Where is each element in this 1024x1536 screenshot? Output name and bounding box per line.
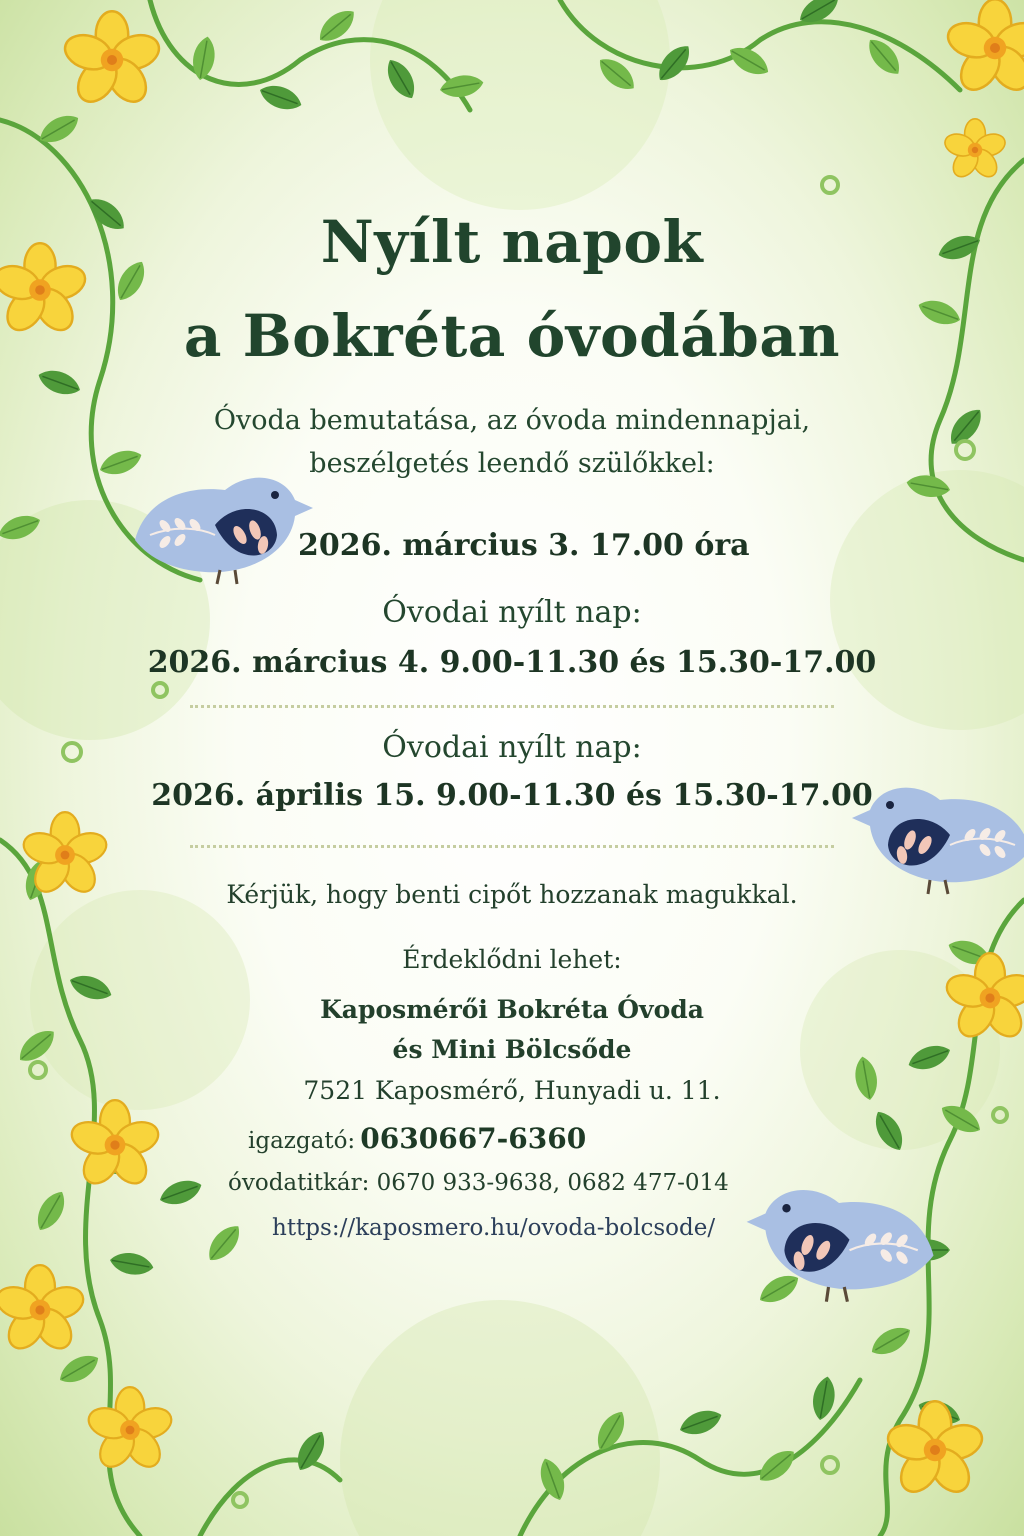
event-2-label: Óvodai nyílt nap: — [382, 595, 642, 630]
secretary-label: óvodatitkár: — [228, 1170, 370, 1196]
director-label: igazgató: — [248, 1128, 356, 1154]
website-link[interactable]: https://kaposmero.hu/ovoda-bolcsode/ — [272, 1215, 716, 1241]
shoe-notice: Kérjük, hogy benti cipőt hozzanak magukkal. — [226, 880, 798, 909]
event-1-date: 2026. március 3. 17.00 óra — [298, 528, 750, 563]
secretary-phones: 0670 933-9638, 0682 477-014 — [376, 1170, 729, 1196]
event-3-label: Óvodai nyílt nap: — [382, 730, 642, 765]
address: 7521 Kaposmérő, Hunyadi u. 11. — [303, 1076, 721, 1105]
org-name-line-2: és Mini Bölcsőde — [392, 1035, 632, 1064]
event-2-date: 2026. március 4. 9.00-11.30 és 15.30-17.00 — [147, 645, 877, 680]
secretary-row — [228, 1170, 729, 1196]
divider — [190, 845, 834, 848]
director-phone: 0630667-6360 — [360, 1122, 587, 1155]
divider — [190, 705, 834, 708]
org-name-line-1: Kaposmérői Bokréta Óvoda — [320, 995, 704, 1024]
event-3-date: 2026. április 15. 9.00-11.30 és 15.30-17.00 — [151, 778, 873, 813]
director-row — [248, 1122, 586, 1155]
contact-heading: Érdeklődni lehet: — [402, 945, 622, 974]
intro-line-1: Óvoda bemutatása, az óvoda mindennapjai, — [213, 405, 811, 436]
title-line-1: Nyílt napok — [320, 208, 704, 276]
intro-line-2: beszélgetés leendő szülőkkel: — [309, 448, 715, 479]
title-line-2: a Bokréta óvodában — [183, 302, 841, 370]
